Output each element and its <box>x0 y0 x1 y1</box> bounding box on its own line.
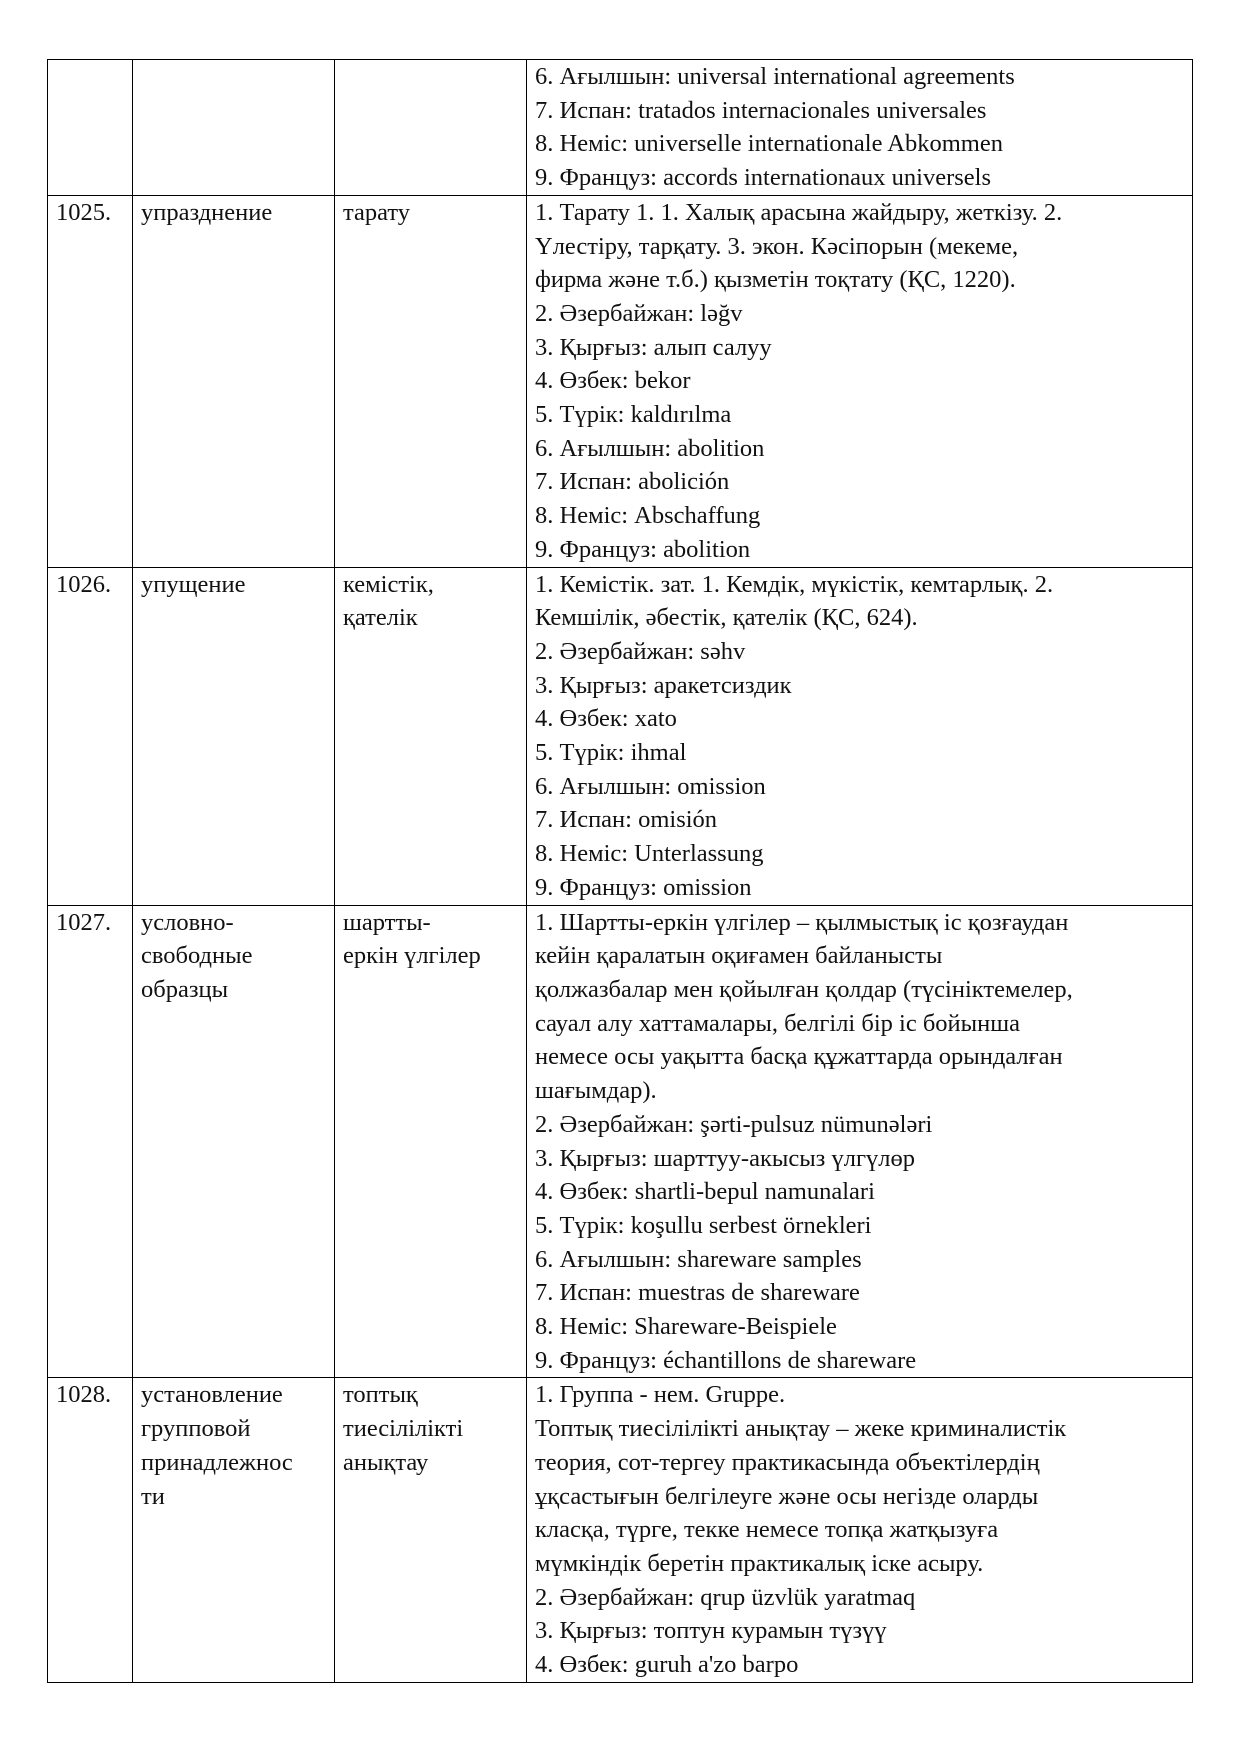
definition-cell <box>527 60 1193 196</box>
definition-line: 2. Әзербайжан: ləğv <box>535 299 743 327</box>
kazakh-term-line: топтық <box>343 1381 418 1409</box>
kazakh-term-line: тарату <box>343 198 411 226</box>
definition-line: 4. Өзбек: shartli-bepul namunalari <box>535 1178 875 1206</box>
russian-term-line: свободные <box>141 942 253 970</box>
entry-number-cell <box>48 195 133 567</box>
definition-line: 6. Ағылшын: shareware samples <box>535 1245 862 1273</box>
table-row <box>48 1378 1193 1682</box>
definition-line: Кемшілік, әбестік, қателік (ҚС, 624). <box>535 604 918 632</box>
definition-line: 9. Француз: abolition <box>535 535 751 563</box>
table-row <box>48 567 1193 905</box>
definition-line: 4. Өзбек: bekor <box>535 367 691 395</box>
definition-line: 7. Испан: tratados internacionales universales <box>535 96 987 124</box>
russian-term-line: групповой <box>141 1415 251 1443</box>
definition-line: сауал алу хаттамалары, белгілі бір іс бойынша <box>535 1009 1020 1037</box>
definition-line: теория, сот-тергеу практикасында объектілердің <box>535 1448 1040 1476</box>
definition-line: Топтық тиесілілікті анықтау – жеке криминалистік <box>535 1415 1067 1443</box>
russian-term-line: ти <box>141 1482 165 1510</box>
definition-line: шағымдар). <box>535 1077 657 1105</box>
definition-line: 5. Түрік: ihmal <box>535 739 687 767</box>
kazakh-term-line: қателік <box>343 604 418 632</box>
definition-line: 5. Түрік: koşullu serbest örnekleri <box>535 1211 872 1239</box>
definition-line: фирма және т.б.) қызметін тоқтату (ҚС, 1220). <box>535 266 1016 294</box>
definition-cell <box>527 195 1193 567</box>
entry-number-cell <box>48 567 133 905</box>
entry-number: 1028. <box>56 1381 112 1409</box>
definition-line: 6. Ағылшын: abolition <box>535 434 765 462</box>
russian-term-line: упущение <box>141 570 246 598</box>
russian-term-cell <box>133 905 335 1378</box>
russian-term-line: принадлежнос <box>141 1448 293 1476</box>
table-row <box>48 905 1193 1378</box>
russian-term-line: упразднение <box>141 198 273 226</box>
entry-number-cell <box>48 905 133 1378</box>
definition-line: 3. Қырғыз: топтун курамын түзүү <box>535 1617 887 1645</box>
definition-line: 3. Қырғыз: алып салуу <box>535 333 772 361</box>
dictionary-table <box>47 59 1193 1683</box>
definition-line: 8. Неміс: Unterlassung <box>535 840 764 868</box>
definition-line: 8. Неміс: universelle internationale Abkommen <box>535 130 1003 158</box>
entry-number <box>56 60 126 94</box>
definition-line: немесе осы уақытта басқа құжаттарда орындалған <box>535 1043 1063 1071</box>
entry-number: 1025. <box>56 198 112 226</box>
kazakh-term-cell <box>335 1378 527 1682</box>
kazakh-term-cell <box>335 567 527 905</box>
definition-line: 7. Испан: muestras de shareware <box>535 1279 860 1307</box>
table-row <box>48 60 1193 196</box>
russian-term-cell <box>133 1378 335 1682</box>
russian-term-line <box>141 60 328 94</box>
russian-term-line: образцы <box>141 975 229 1003</box>
kazakh-term-line: шартты- <box>343 908 431 936</box>
definition-line: 9. Француз: échantillons de shareware <box>535 1346 917 1374</box>
definition-line: 1. Тарату 1. 1. Халық арасына жайдыру, жеткізу. 2. <box>535 198 1063 226</box>
definition-line: 2. Әзербайжан: qrup üzvlük yaratmaq <box>535 1583 916 1611</box>
russian-term-cell <box>133 567 335 905</box>
definition-line: 4. Өзбек: guruh a'zo barpo <box>535 1651 799 1679</box>
russian-term-line: установление <box>141 1381 283 1409</box>
definition-line: 1. Шартты-еркін үлгілер – қылмыстық іс қозғаудан <box>535 908 1069 936</box>
definition-line: 3. Қырғыз: аракетсиздик <box>535 671 792 699</box>
definition-line: кейін қаралатын оқиғамен байланысты <box>535 942 943 970</box>
definition-line: ұқсастығын белгілеуге және осы негізде оларды <box>535 1482 1039 1510</box>
definition-line: мүмкіндік беретін практикалық іске асыру. <box>535 1549 984 1577</box>
entry-number: 1026. <box>56 570 112 598</box>
dictionary-table-body <box>48 60 1193 1683</box>
definition-line: қолжазбалар мен қойылған қолдар (түсініктемелер, <box>535 975 1073 1003</box>
definition-line: 9. Француз: omission <box>535 873 752 901</box>
definition-line: 8. Неміс: Abschaffung <box>535 502 761 530</box>
definition-line: 7. Испан: abolición <box>535 468 730 496</box>
definition-line: 1. Группа - нем. Gruppe. <box>535 1381 786 1409</box>
kazakh-term-line <box>343 60 520 94</box>
definition-cell <box>527 567 1193 905</box>
definition-line: 7. Испан: omisión <box>535 806 718 834</box>
russian-term-cell <box>133 60 335 196</box>
definition-line: 5. Түрік: kaldırılma <box>535 401 732 429</box>
definition-line: 6. Ағылшын: omission <box>535 772 766 800</box>
kazakh-term-cell <box>335 905 527 1378</box>
definition-line: 6. Ағылшын: universal international agreements <box>535 63 1015 90</box>
definition-cell <box>527 1378 1193 1682</box>
definition-line: 8. Неміс: Shareware-Beispiele <box>535 1313 837 1341</box>
russian-term-line: условно- <box>141 908 234 936</box>
kazakh-term-line: тиесілілікті <box>343 1415 464 1443</box>
definition-cell <box>527 905 1193 1378</box>
definition-line: 2. Әзербайжан: səhv <box>535 637 746 665</box>
definition-line: 3. Қырғыз: шарттуу-акысыз үлгүлөр <box>535 1144 915 1172</box>
definition-line: класқа, түрге, текке немесе топқа жатқызуға <box>535 1516 999 1544</box>
entry-number: 1027. <box>56 908 112 936</box>
definition-line: 2. Әзербайжан: şərti-pulsuz nümunələri <box>535 1110 933 1138</box>
definition-line: 4. Өзбек: xato <box>535 705 677 733</box>
kazakh-term-cell <box>335 60 527 196</box>
kazakh-term-line: кемістік, <box>343 570 434 598</box>
definition-line: Үлестіру, тарқату. 3. экон. Кәсіпорын (мекеме, <box>535 232 1019 260</box>
russian-term-cell <box>133 195 335 567</box>
kazakh-term-line: еркін үлгілер <box>343 942 481 970</box>
kazakh-term-line: анықтау <box>343 1448 429 1476</box>
definition-line: 1. Кемістік. зат. 1. Кемдік, мүкістік, кемтарлық. 2. <box>535 570 1054 598</box>
entry-number-cell <box>48 60 133 196</box>
kazakh-term-cell <box>335 195 527 567</box>
table-row <box>48 195 1193 567</box>
definition-line: 9. Француз: accords internationaux universels <box>535 164 991 192</box>
entry-number-cell <box>48 1378 133 1682</box>
